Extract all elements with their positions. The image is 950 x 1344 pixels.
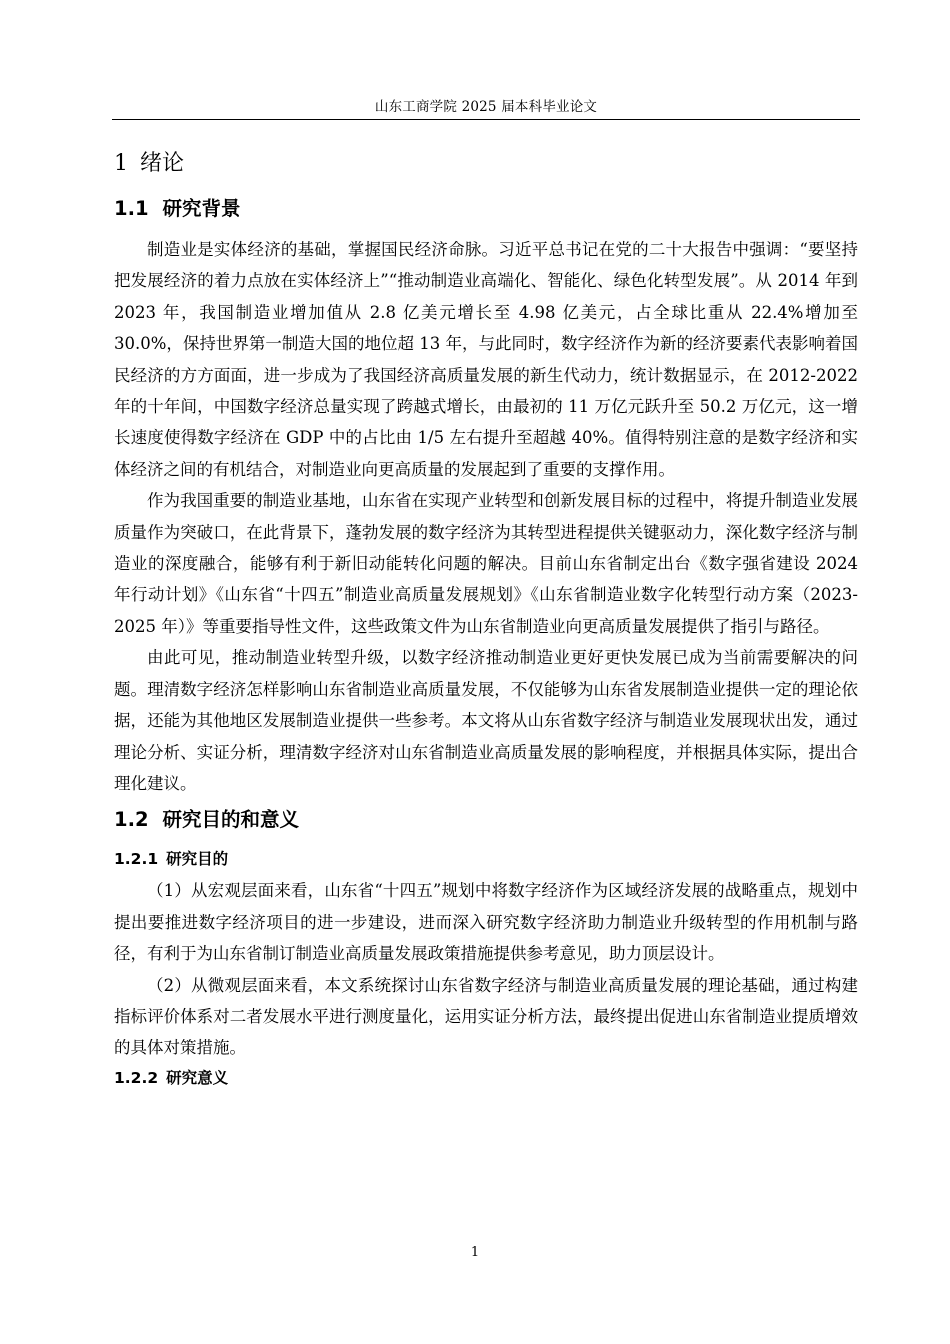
chapter-title: 绪论 xyxy=(140,151,185,176)
subsection-heading-1-2-1 xyxy=(114,845,858,873)
section-title: 研究目的和意义 xyxy=(162,808,300,832)
chapter-number: 1 xyxy=(114,151,128,176)
running-header: 山东工商学院 2025 届本科毕业论文 xyxy=(374,99,598,115)
paragraph: 作为我国重要的制造业基地，山东省在实现产业转型和创新发展目标的过程中，将提升制造业发展质量作为突破口，在此背景下，蓬勃发展的数字经济为其转型进程提供关键驱动力，深化数字经济与制造业的深度融合，能够有利于新旧动能转化问题的解决。目前山东省制定出台《数字强省建设 2024 年行动计划》《山东省“十四五”制造业高质量发展规划》《山东省制造业数字化转型行动方案（2023-2025 年）》等重要指导性文件，这些政策文件为山东省制造业向更高质量发展提供了指引与路径。 xyxy=(114,491,858,636)
paragraph: 由此可见，推动制造业转型升级，以数字经济推动制造业更好更快发展已成为当前需要解决的问题。理清数字经济怎样影响山东省制造业高质量发展，不仅能够为山东省发展制造业提供一定的理论依据，还能为其他地区发展制造业提供一些参考。本文将从山东省数字经济与制造业发展现状出发，通过理论分析、实证分析，理清数字经济对山东省制造业高质量发展的影响程度，并根据具体实际，提出合理化建议。 xyxy=(114,648,858,793)
subsection-number: 1.2.2 xyxy=(114,1068,159,1087)
paragraph: （2）从微观层面来看，本文系统探讨山东省数字经济与制造业高质量发展的理论基础，通过构建指标评价体系对二者发展水平进行测度量化，运用实证分析方法，最终提出促进山东省制造业提质增效的具体对策措施。 xyxy=(114,975,858,1058)
paragraph: （1）从宏观层面来看，山东省“十四五”规划中将数字经济作为区域经济发展的战略重点，规划中提出要推进数字经济项目的进一步建设，进而深入研究数字经济助力制造业升级转型的作用机制与路径，有利于为山东省制订制造业高质量发展政策措施提供参考意见，助力顶层设计。 xyxy=(114,881,858,964)
section-heading-1-2 xyxy=(114,805,858,835)
header-rule xyxy=(112,119,860,120)
section-heading-1-1 xyxy=(114,194,858,224)
paragraph: 制造业是实体经济的基础，掌握国民经济命脉。习近平总书记在党的二十大报告中强调：“要坚持把发展经济的着力点放在实体经济上”“推动制造业高端化、智能化、绿色化转型发展”。从 2014 年到 2023 年，我国制造业增加值从 2.8 亿美元增长至 4.98 亿美元，占全球比重从 22.4%增加至 30.0%，保持世界第一制造大国的地位超 13 年，与此同时，数字经济作为新的经济要素代表影响着国民经济的方方面面，进一步成为了我国经济高质量发展的新生代动力，统计数据显示，在 2012-2022 年的十年间，中国数字经济总量实现了跨越式增长，由最初的 11 万亿元跃升至 50.2 万亿元，这一增长速度使得数字经济在 GDP 中的占比由 1/5 左右提升至超越 40%。值得特别注意的是数字经济和实体经济之间的有机结合，对制造业向更高质量的发展起到了重要的支撑作用。 xyxy=(114,240,858,479)
subsection-heading-1-2-2 xyxy=(114,1064,858,1092)
subsection-number: 1.2.1 xyxy=(114,850,159,869)
section-number: 1.2 xyxy=(114,808,149,832)
subsection-title: 研究意义 xyxy=(166,1068,229,1087)
subsection-title: 研究目的 xyxy=(166,850,229,869)
page-body xyxy=(114,148,858,1094)
page-number: 1 xyxy=(470,1245,480,1260)
section-number: 1.1 xyxy=(114,197,149,220)
section-title: 研究背景 xyxy=(162,197,241,220)
chapter-heading xyxy=(114,148,858,180)
